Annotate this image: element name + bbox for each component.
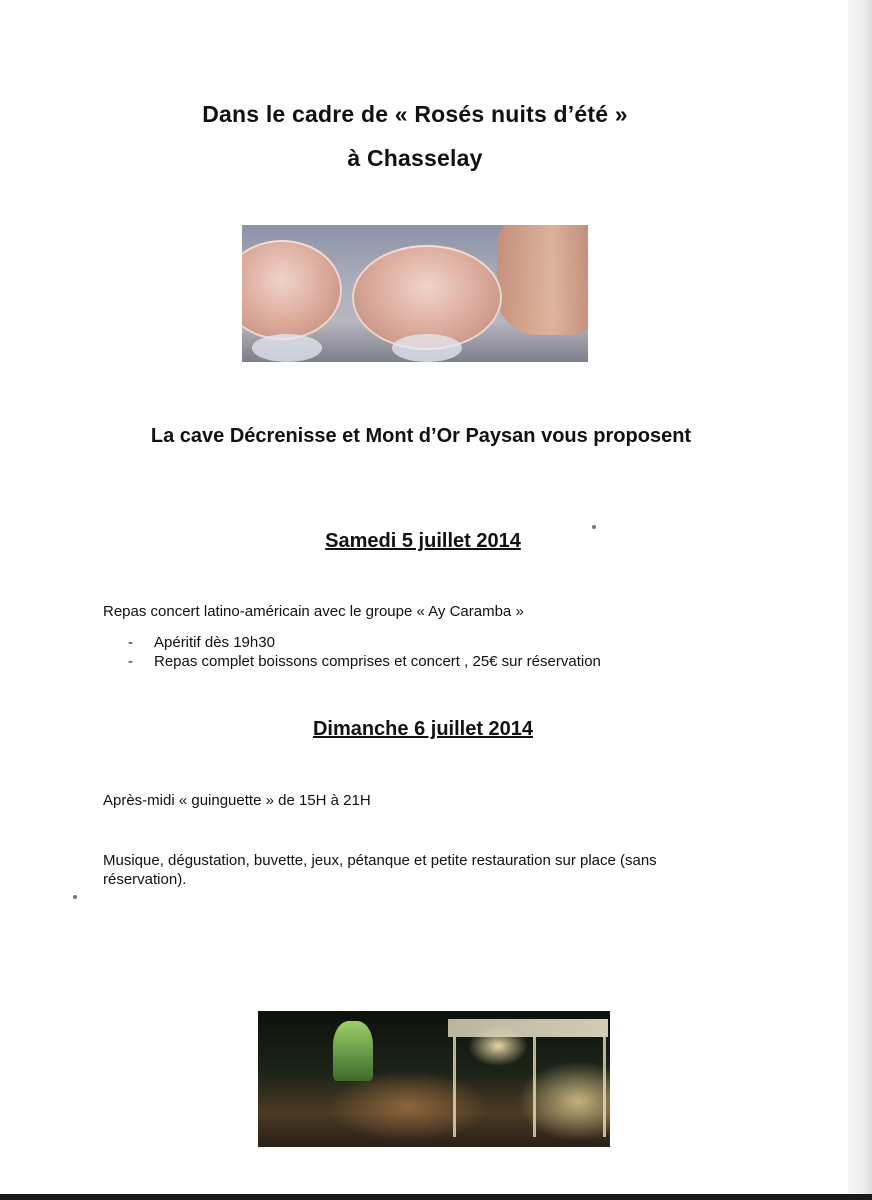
tent-post	[533, 1037, 536, 1137]
wine-bottle-shape	[497, 225, 588, 335]
scan-speck	[73, 895, 77, 899]
page-title-line1: Dans le cadre de « Rosés nuits d’été »	[202, 101, 628, 127]
glass-stem-center	[392, 334, 462, 362]
tent-post	[453, 1037, 456, 1137]
lit-tree-shape	[333, 1021, 373, 1081]
sunday-description: Après-midi « guinguette » de 15H à 21H	[103, 792, 371, 809]
rose-wine-glasses-photo	[242, 225, 588, 362]
evening-guinguette-photo	[258, 1011, 610, 1147]
saturday-date-heading: Samedi 5 juillet 2014	[325, 530, 521, 552]
saturday-bullet-list	[128, 633, 601, 671]
tent-post	[603, 1037, 606, 1137]
glass-stem-left	[252, 334, 322, 362]
wine-glass-left	[242, 240, 342, 340]
saturday-bullet-repas: - Repas complet boissons comprises et concert , 25€ sur réservation	[128, 652, 601, 671]
page-title-line2: à Chasselay	[347, 145, 483, 171]
saturday-bullet-aperitif: - Apéritif dès 19h30	[128, 633, 601, 652]
sunday-details: Musique, dégustation, buvette, jeux, pétanque et petite restauration sur place (sans réservation).	[103, 852, 657, 888]
scan-bottom-edge	[0, 1194, 872, 1200]
intro-subtitle: La cave Décrenisse et Mont d’Or Paysan vous proposent	[150, 425, 692, 447]
tent-canopy-shape	[448, 1019, 608, 1037]
sunday-date-heading: Dimanche 6 juillet 2014	[312, 718, 534, 740]
scan-speck	[592, 525, 596, 529]
scan-page-edge	[848, 0, 872, 1200]
saturday-description: Repas concert latino-américain avec le groupe « Ay Caramba »	[103, 603, 524, 620]
